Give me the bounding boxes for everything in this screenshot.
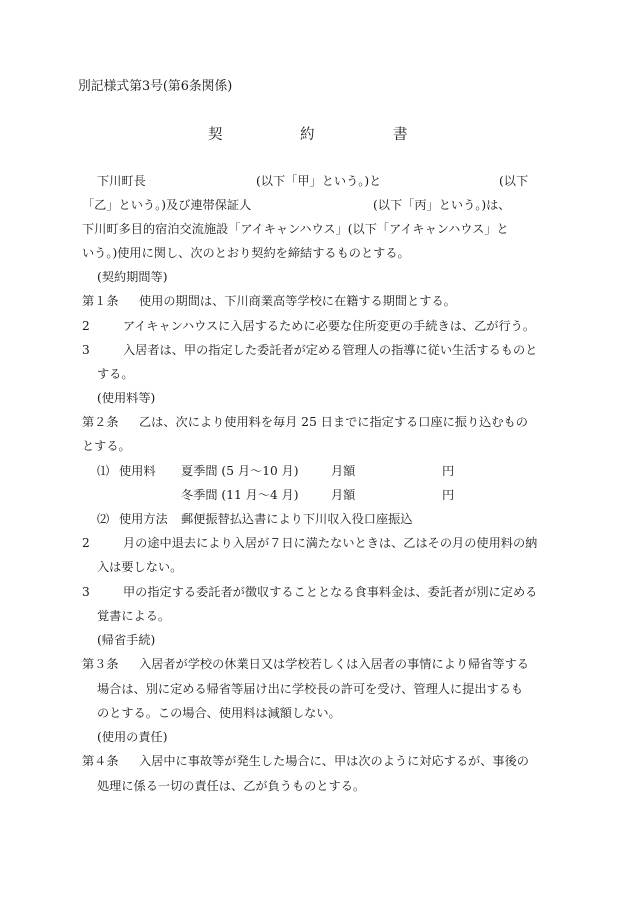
- article-2-number: 第２条: [82, 415, 119, 429]
- title-char-3: 書: [393, 127, 408, 143]
- article-4-number: 第４条: [82, 754, 119, 768]
- article-2-para-3-text-cont: 覚書による。: [97, 609, 171, 623]
- intro-party-b-guarantor: 「乙」という。)及び連帯保証人: [82, 198, 252, 212]
- summer-monthly: 月額: [331, 464, 356, 478]
- item-2-text: 郵便振替払込書により下川収入役口座振込: [181, 512, 413, 526]
- article-4-text: 入居中に事故等が発生した場合に、甲は次のように対応するが、事後の: [139, 754, 529, 768]
- article-1-number: 第１条: [82, 294, 119, 308]
- item-2-number: ⑵: [97, 512, 110, 526]
- intro-conclusion: いう。)使用に関し、次のとおり契約を締結するものとする。: [82, 246, 410, 260]
- winter-monthly: 月額: [331, 488, 356, 502]
- article-1-para-2-text: アイキャンハウスに入居するために必要な住所変更の手続きは、乙が行う。: [123, 319, 536, 333]
- section-heading-fee: (使用料等): [97, 391, 156, 405]
- article-2-para-2-number: 2: [82, 536, 90, 550]
- article-3-number: 第３条: [82, 657, 119, 671]
- intro-facility: 下川町多目的宿泊交流施設「アイキャンハウス」(以下「アイキャンハウス」と: [82, 222, 509, 236]
- article-1-para-3-text: 入居者は、甲の指定した委託者が定める管理人の指導に従い生活するものと: [123, 343, 538, 357]
- article-3-text: 入居者が学校の休業日又は学校若しくは入居者の事情により帰省等する: [139, 657, 529, 671]
- article-2-para-3-text: 甲の指定する委託者が徴収することとなる食事料金は、委託者が別に定める: [123, 585, 538, 599]
- intro-mayor: 下川町長: [97, 174, 146, 188]
- article-2-para-2-text: 月の途中退去により入居が７日に満たないときは、乙はその月の使用料の納: [123, 536, 538, 550]
- article-4-text-cont: 処理に係る一切の責任は、乙が負うものとする。: [97, 779, 366, 793]
- intro-hereinafter: (以下: [499, 174, 529, 188]
- summer-yen: 円: [442, 464, 455, 478]
- article-2-para-3-number: 3: [82, 585, 90, 599]
- winter-period: 冬季間 (11 月～4 月): [181, 488, 299, 502]
- winter-yen: 円: [442, 488, 455, 502]
- article-1-para-2-number: 2: [82, 319, 90, 333]
- form-label: 別記様式第3号(第6条関係): [78, 79, 233, 94]
- article-2-text: 乙は、次により使用料を毎月 25 日までに指定する口座に振り込むもの: [139, 415, 528, 429]
- title-char-1: 契: [208, 127, 223, 143]
- section-heading-term: (契約期間等): [97, 270, 168, 284]
- summer-period: 夏季間 (5 月～10 月): [181, 464, 299, 478]
- article-1-para-3-number: 3: [82, 343, 90, 357]
- item-2-label: 使用方法: [119, 512, 168, 526]
- section-heading-responsibility: (使用の責任): [97, 730, 168, 744]
- article-2-para-2-text-cont: 入は要しない。: [97, 560, 183, 574]
- title-char-2: 約: [300, 127, 315, 143]
- item-1-number: ⑴: [97, 464, 110, 478]
- article-2-text-cont: とする。: [82, 439, 131, 453]
- intro-party-a: (以下「甲」という。)と: [256, 174, 382, 188]
- item-1-label: 使用料: [119, 464, 156, 478]
- article-3-text-cont-2: のとする。この場合、使用料は減額しない。: [97, 706, 341, 720]
- intro-party-c: (以下「丙」という。)は、: [373, 198, 511, 212]
- section-heading-return-home: (帰省手続): [97, 633, 156, 647]
- article-1-text: 使用の期間は、下川商業高等学校に在籍する期間とする。: [139, 294, 456, 308]
- article-3-text-cont-1: 場合は、別に定める帰省等届け出に学校長の許可を受け、管理人に提出するも: [97, 682, 524, 696]
- article-1-para-3-text-cont: する。: [97, 367, 134, 381]
